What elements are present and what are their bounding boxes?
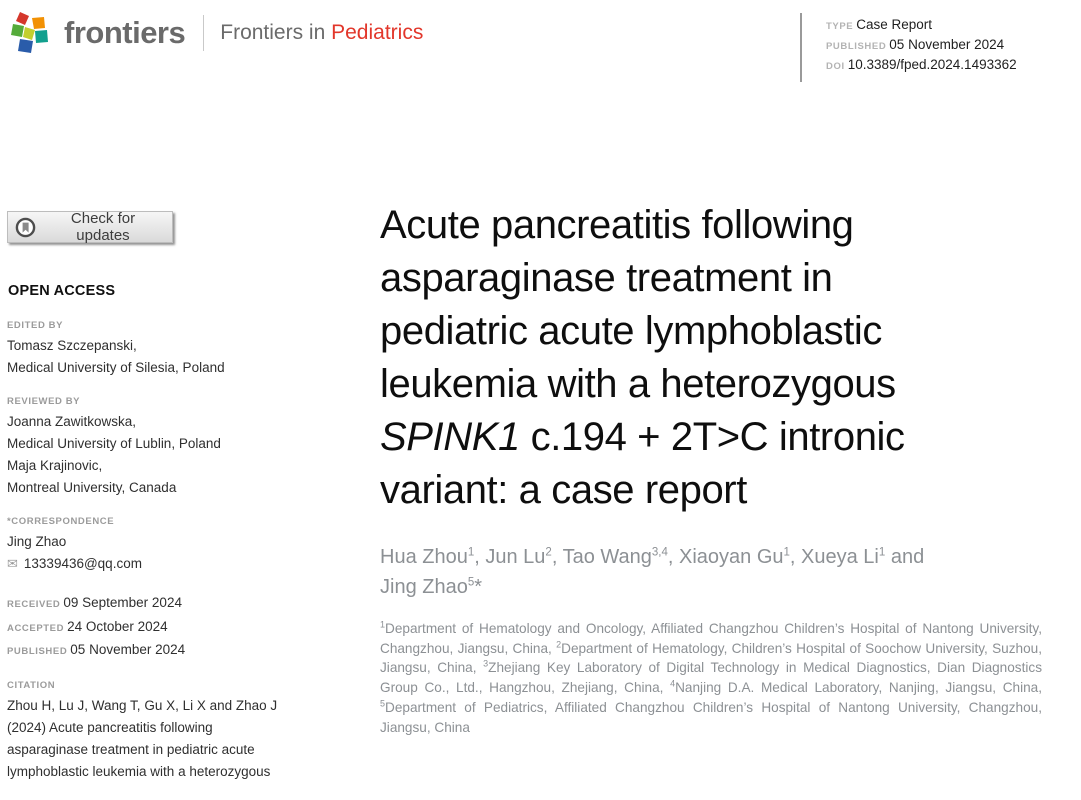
accepted-value: 24 October 2024 <box>67 618 168 634</box>
published-label: PUBLISHED <box>7 646 68 657</box>
citation-section <box>7 680 337 783</box>
check-for-updates-label: Check for updates <box>70 210 136 244</box>
reviewed-by-label: REVIEWED BY <box>7 396 81 407</box>
meta-type-value: Case Report <box>856 17 933 32</box>
received-label: RECEIVED <box>7 599 61 610</box>
open-access-label: OPEN ACCESS <box>8 283 116 299</box>
sidebar <box>7 211 337 800</box>
meta-type-label: TYPE <box>826 21 854 32</box>
accepted-date-row <box>7 616 337 640</box>
dates-section <box>7 592 337 663</box>
affiliations: $^1$Department of Hematology and Oncology, Affiliated Changzhou Children’s Hospital of Nantong University, Changzhou, Jiangsu, China, $^2$Department of Hematology, Children’s Hospital of Soochow University, Suzhou, Jiangsu, China, $^3$Zhejiang Key Laboratory of Digital Technology in Medical Diagnostics, Dian Diagnostics Group Co., Ltd., Hangzhou, Zhejiang, China, $^4$Nanjing D.A. Medical Laboratory, Nanjing, Jiangsu, China, $^5$Department of Pediatrics, Affiliated Changzhou Children’s Hospital of Nantong University, Changzhou, Jiangsu, China <box>380 619 1042 735</box>
published-date-row <box>7 639 337 663</box>
received-date-row <box>7 592 337 616</box>
reviewer-name: Joanna Zawitkowska, <box>7 414 137 429</box>
correspondence-section <box>7 516 337 575</box>
article-title: Acute pancreatitis following asparaginase treatment in pediatric acute lymphoblastic leukemia with a heterozygous SPINK1 c.194 + 2T>C intronic variant: a case report <box>380 203 905 512</box>
meta-type-row <box>826 16 1075 36</box>
journal-name: Pediatrics <box>331 21 424 44</box>
journal-prefix: Frontiers in <box>220 21 332 44</box>
meta-published-row <box>826 36 1075 56</box>
correspondence-label: *CORRESPONDENCE <box>7 516 115 527</box>
accepted-label: ACCEPTED <box>7 622 65 634</box>
meta-doi-label: DOI <box>826 61 845 72</box>
header-divider <box>203 15 204 51</box>
citation-line: lymphoblastic leukemia with a heterozygous <box>7 763 271 779</box>
editor-affiliation: Medical University of Silesia, Poland <box>7 360 225 375</box>
meta-published-label: PUBLISHED <box>826 41 887 52</box>
frontiers-logotype: frontiers <box>64 15 186 50</box>
correspondence-email-row <box>7 553 337 575</box>
journal-title <box>220 21 423 45</box>
citation-line: (2024) Acute pancreatitis following <box>7 719 213 735</box>
correspondence-email-link[interactable]: 13339436@qq.com <box>23 556 142 571</box>
author-list: Hua Zhou$^1$, Jun Lu$^2$, Tao Wang$^{3,4}$, Xiaoyan Gu$^1$, Xueya Li$^1$ and Jing Zhao$^5$* <box>380 546 925 598</box>
meta-published-value: 05 November 2024 <box>889 37 1005 52</box>
frontiers-logo-icon <box>10 10 56 56</box>
reviewer-name: Maja Krajinovic, <box>7 458 103 473</box>
citation-line: Zhou H, Lu J, Wang T, Gu X, Li X and Zhao J <box>7 697 278 713</box>
editor-name: Tomasz Szczepanski, <box>7 338 137 353</box>
citation-line: asparaginase treatment in pediatric acute <box>7 741 255 757</box>
edited-by-label: EDITED BY <box>7 320 64 331</box>
citation-label: CITATION <box>7 679 56 691</box>
published-value: 05 November 2024 <box>70 642 186 657</box>
crossmark-icon <box>15 217 36 238</box>
reviewed-by-section <box>7 396 337 499</box>
received-value: 09 September 2024 <box>63 595 182 610</box>
article-main <box>380 199 1042 737</box>
reviewer-affiliation: Montreal University, Canada <box>7 480 177 495</box>
reviewer-affiliation: Medical University of Lublin, Poland <box>7 436 221 451</box>
header-brand <box>10 10 423 56</box>
article-meta-block <box>800 13 1075 82</box>
meta-doi-row <box>826 56 1075 76</box>
correspondence-name: Jing Zhao <box>7 534 67 549</box>
check-for-updates-button[interactable] <box>7 211 173 243</box>
envelope-icon: ✉ <box>7 556 18 571</box>
edited-by-section <box>7 320 337 379</box>
meta-doi-value: 10.3389/fped.2024.1493362 <box>847 57 1017 72</box>
